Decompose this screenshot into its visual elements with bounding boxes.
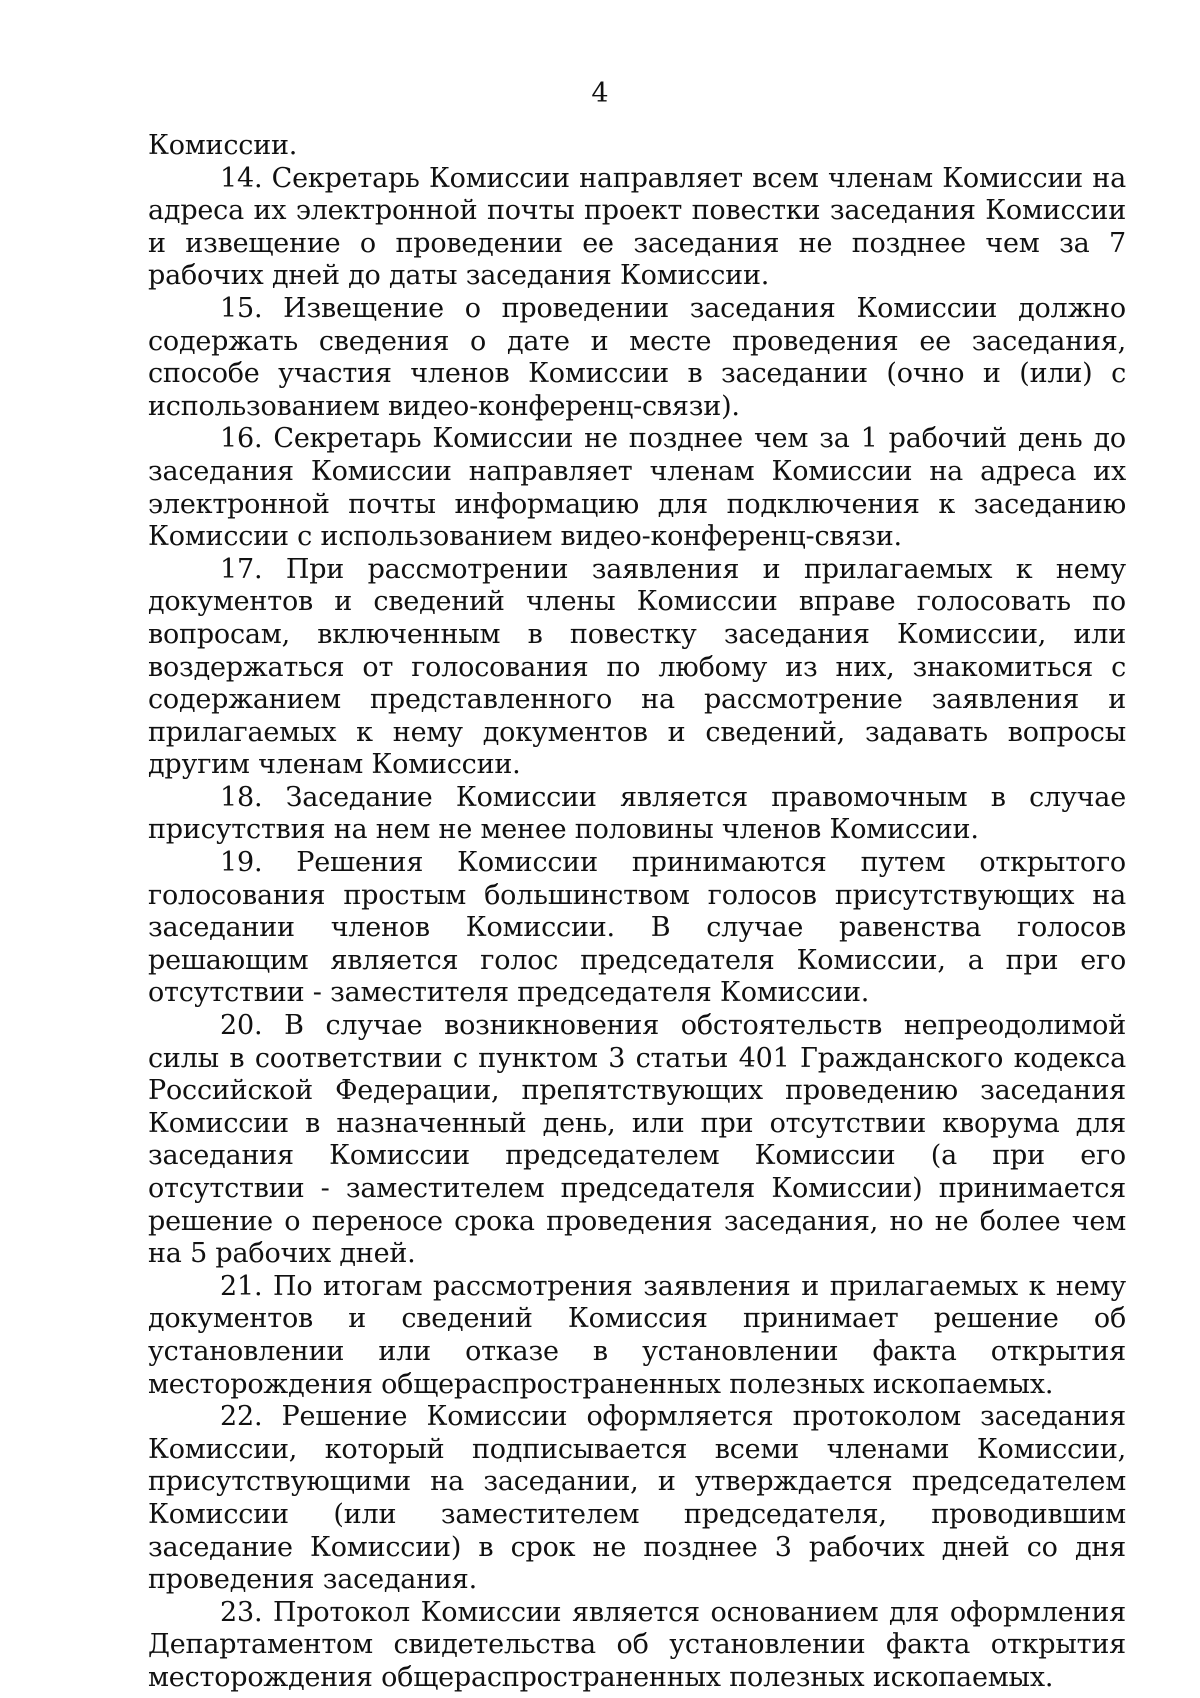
paragraph-15: 15. Извещение о проведении заседания Комиссии должно содержать сведения о дате и месте проведения ее заседания, способе участия членов Комиссии в заседании (очно и (или) с использованием видео-конференц-связи). [148, 292, 1126, 422]
paragraph-17: 17. При рассмотрении заявления и прилагаемых к нему документов и сведений члены Комиссии вправе голосовать по вопросам, включенным в повестку заседания Комиссии, или воздержаться от голосования по любому из них, знакомиться с содержанием представленного на рассмотрение заявления и прилагаемых к нему документов и сведений, задавать вопросы другим членам Комиссии. [148, 553, 1126, 781]
paragraph-21: 21. По итогам рассмотрения заявления и прилагаемых к нему документов и сведений Комиссия принимает решение об установлении или отказе в установлении факта открытия месторождения общераспространенных полезных ископаемых. [148, 1270, 1126, 1400]
paragraph-19: 19. Решения Комиссии принимаются путем открытого голосования простым большинством голосов присутствующих на заседании членов Комиссии. В случае равенства голосов решающим является голос председателя Комиссии, а при его отсутствии - заместителя председателя Комиссии. [148, 847, 1126, 1009]
paragraph-22: 22. Решение Комиссии оформляется протоколом заседания Комиссии, который подписывается всеми членами Комиссии, присутствующими на заседании, и утверждается председателем Комиссии (или заместителем председателя, проводившим заседание Комиссии) в срок не позднее 3 рабочих дней со дня проведения заседания. [148, 1401, 1126, 1596]
document-body [148, 130, 1126, 1695]
continuation-text: Комиссии. [148, 130, 298, 161]
paragraph-16: 16. Секретарь Комиссии не позднее чем за 1 рабочий день до заседания Комиссии направляет членам Комиссии на адреса их электронной почты информацию для подключения к заседанию Комиссии с использованием видео-конференц-связи. [148, 423, 1126, 553]
paragraph-20: 20. В случае возникновения обстоятельств непреодолимой силы в соответствии с пунктом 3 статьи 401 Гражданского кодекса Российской Федерации, препятствующих проведению заседания Комиссии в назначенный день, или при отсутствии кворума для заседания Комиссии председателем Комиссии (а при его отсутствии - заместителем председателя Комиссии) принимается решение о переносе срока проведения заседания, но не более чем на 5 рабочих дней. [148, 1010, 1126, 1270]
paragraph-14: 14. Секретарь Комиссии направляет всем членам Комиссии на адреса их электронной почты проект повестки заседания Комиссии и извещение о проведении ее заседания не позднее чем за 7 рабочих дней до даты заседания Комиссии. [148, 162, 1126, 292]
paragraph-18: 18. Заседание Комиссии является правомочным в случае присутствия на нем не менее половины членов Комиссии. [148, 781, 1126, 846]
page-number: 4 [591, 78, 609, 109]
paragraph-23: 23. Протокол Комиссии является основанием для оформления Департаментом свидетельства об установлении факта открытия месторождения общераспространенных полезных ископаемых. [148, 1596, 1126, 1693]
